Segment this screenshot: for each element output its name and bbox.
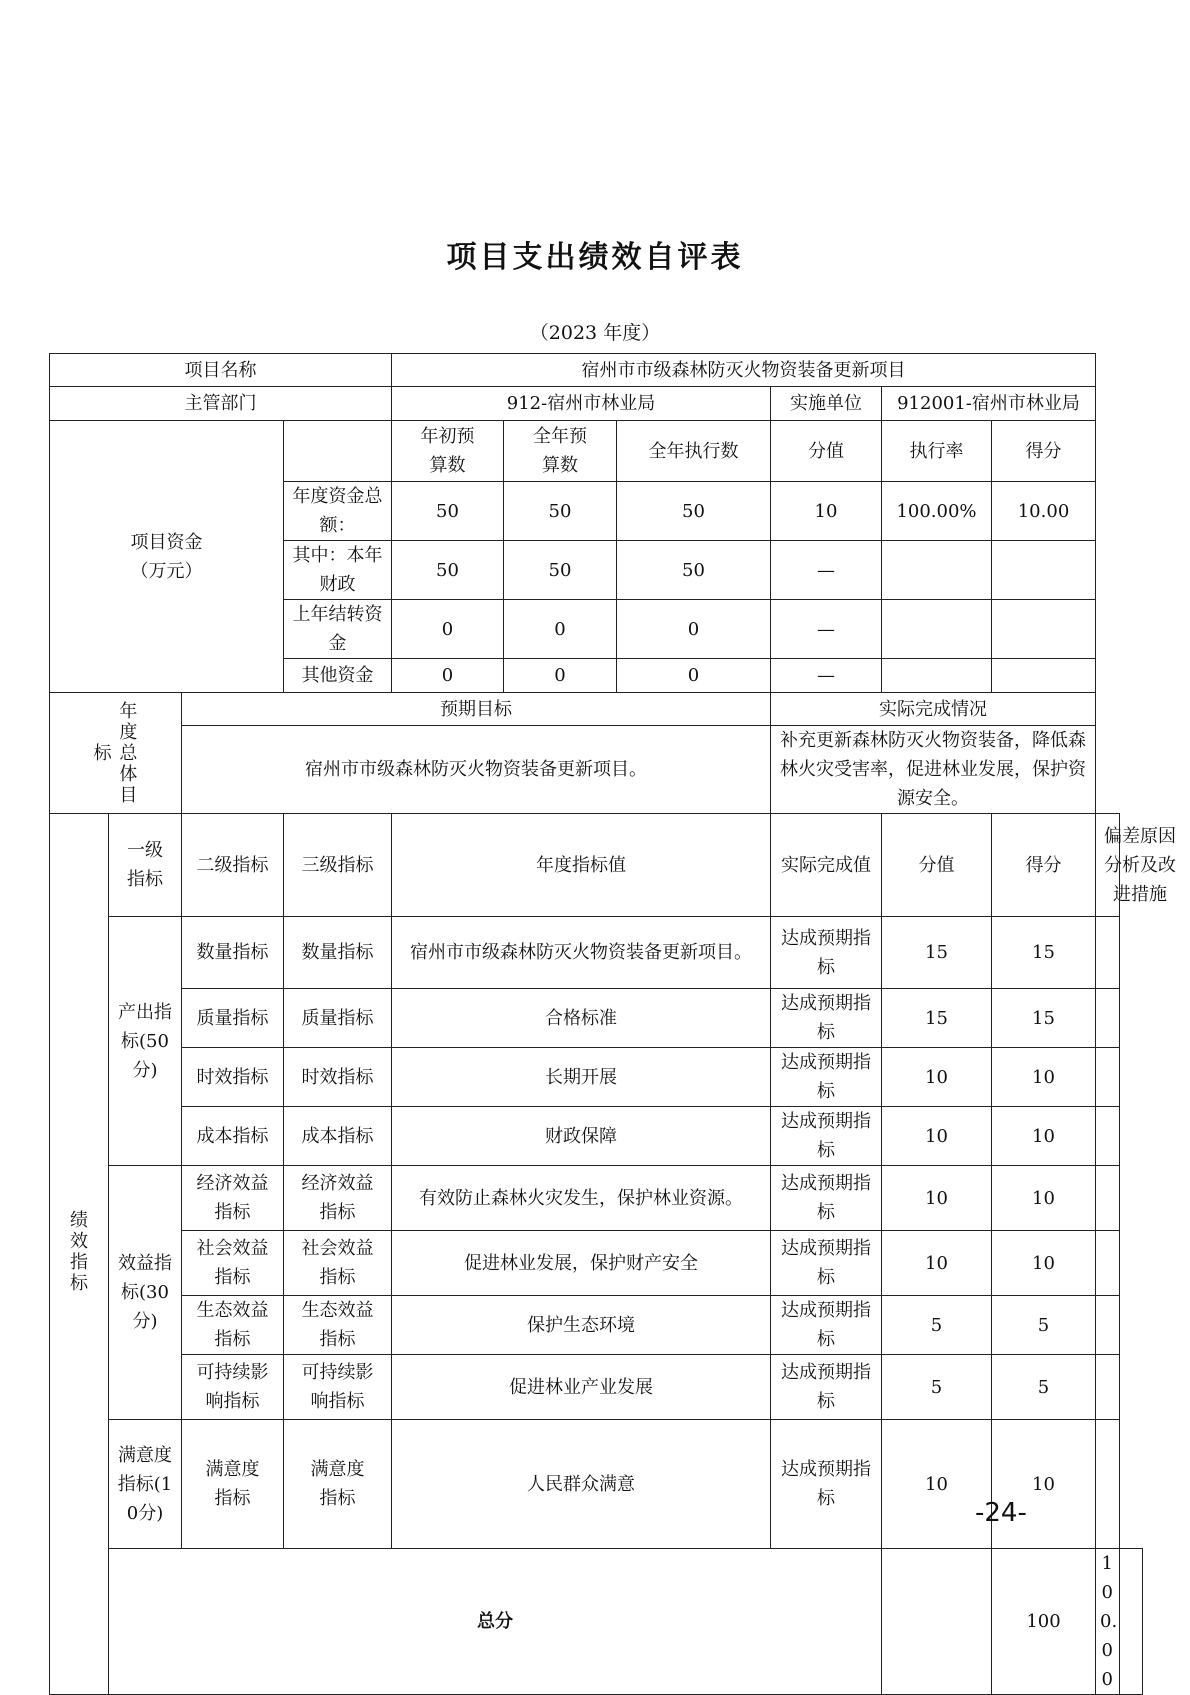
funds-row-label: 上年结转资金 <box>284 600 392 659</box>
indicator-actual: 达成预期指标 <box>771 1107 882 1166</box>
funds-row-rate: 100.00% <box>882 482 992 541</box>
funds-row-got <box>992 541 1096 600</box>
funds-row-annual: 50 <box>504 541 617 600</box>
indicator-actual: 达成预期指标 <box>771 1166 882 1231</box>
indicator-actual: 达成预期指标 <box>771 1355 882 1420</box>
indicator-score: 10 <box>882 1420 992 1549</box>
indicator-header-row <box>50 814 1143 917</box>
funds-row-score: — <box>771 541 882 600</box>
total-actual <box>882 1549 992 1695</box>
header-score: 分值 <box>882 814 992 917</box>
funds-header-executed: 全年执行数 <box>617 421 771 482</box>
group-label-output <box>109 917 182 1166</box>
dept-row <box>50 387 1143 421</box>
funds-row-initial: 50 <box>392 482 504 541</box>
indicator-l3: 成本指标 <box>284 1107 392 1166</box>
indicator-target: 财政保障 <box>392 1107 771 1166</box>
header-deviation <box>1096 814 1176 917</box>
funds-row-executed: 0 <box>617 600 771 659</box>
funds-row-label: 年度资金总额： <box>284 482 392 541</box>
indicator-target: 合格标准 <box>392 989 771 1048</box>
funds-row-rate <box>882 541 992 600</box>
header-l1-text: 一级指标 <box>127 840 163 890</box>
indicator-score: 10 <box>882 1231 992 1296</box>
indicator-got: 5 <box>992 1296 1096 1355</box>
indicator-deviation <box>1096 1420 1120 1549</box>
funds-header-annual-text: 全年预算数 <box>533 426 587 476</box>
indicator-l3: 时效指标 <box>284 1048 392 1107</box>
page-title: 项目支出绩效自评表 <box>446 240 744 275</box>
group-label-satisfaction <box>109 1420 182 1549</box>
indicator-l3: 质量指标 <box>284 989 392 1048</box>
indicators-side-label-text: 绩效指标 <box>69 1210 88 1294</box>
group-label-benefit <box>109 1166 182 1420</box>
indicator-deviation <box>1096 1355 1120 1420</box>
dept-label: 主管部门 <box>50 387 392 421</box>
goals-header-row <box>50 693 1143 726</box>
goals-content-row <box>50 726 1143 814</box>
funds-row-annual: 50 <box>504 482 617 541</box>
funds-row-score: — <box>771 600 882 659</box>
performance-table <box>49 353 1176 1695</box>
indicator-target: 长期开展 <box>392 1048 771 1107</box>
unit-value: 912001-宿州市林业局 <box>882 387 1096 421</box>
indicator-l3 <box>284 1231 392 1296</box>
funds-row-executed: 0 <box>617 659 771 693</box>
funds-row-rate <box>882 600 992 659</box>
indicator-actual: 达成预期指标 <box>771 989 882 1048</box>
indicator-l3-text: 经济效益指标 <box>301 1173 374 1223</box>
indicator-l3-text: 满意度指标 <box>310 1459 365 1509</box>
indicator-l2: 质量指标 <box>182 989 284 1048</box>
indicator-l3 <box>284 1166 392 1231</box>
indicator-got: 10 <box>992 1048 1096 1107</box>
indicator-got: 15 <box>992 917 1096 989</box>
goals-label <box>50 693 182 814</box>
indicator-row <box>50 1048 1143 1107</box>
indicator-got: 10 <box>992 1420 1096 1549</box>
indicator-row <box>50 917 1143 989</box>
expected-goal-header: 预期目标 <box>182 693 771 726</box>
project-name-value: 宿州市市级森林防灭火物资装备更新项目 <box>392 354 1096 387</box>
indicator-target: 促进林业产业发展 <box>392 1355 771 1420</box>
indicator-score: 10 <box>882 1048 992 1107</box>
indicator-score: 15 <box>882 917 992 989</box>
indicator-deviation <box>1096 1048 1120 1107</box>
indicator-actual: 达成预期指标 <box>771 1420 882 1549</box>
indicator-score: 5 <box>882 1296 992 1355</box>
indicator-row <box>50 1296 1143 1355</box>
indicator-score: 5 <box>882 1355 992 1420</box>
header-l2: 二级指标 <box>182 814 284 917</box>
indicator-score: 10 <box>882 1107 992 1166</box>
funds-header-rate: 执行率 <box>882 421 992 482</box>
funds-header-got: 得分 <box>992 421 1096 482</box>
indicator-got: 15 <box>992 989 1096 1048</box>
funds-header-annual <box>504 421 617 482</box>
indicator-row <box>50 1231 1143 1296</box>
indicator-l2 <box>182 1355 284 1420</box>
indicator-got: 10 <box>992 1166 1096 1231</box>
funds-row-got <box>992 600 1096 659</box>
funds-row-initial: 0 <box>392 600 504 659</box>
header-l1 <box>109 814 182 917</box>
funds-row-initial: 50 <box>392 541 504 600</box>
indicator-l2-text: 生态效益指标 <box>196 1300 269 1350</box>
funds-label <box>50 421 284 693</box>
indicator-l3 <box>284 1420 392 1549</box>
funds-row-executed: 50 <box>617 482 771 541</box>
indicator-l2-text: 可持续影响指标 <box>196 1362 269 1412</box>
total-score: 100 <box>992 1549 1096 1695</box>
header-l3: 三级指标 <box>284 814 392 917</box>
funds-row-got: 10.00 <box>992 482 1096 541</box>
indicator-score: 10 <box>882 1166 992 1231</box>
indicator-l2-text: 满意度指标 <box>205 1459 260 1509</box>
funds-row-annual: 0 <box>504 600 617 659</box>
indicator-row <box>50 1107 1143 1166</box>
indicator-l3: 数量指标 <box>284 917 392 989</box>
indicator-deviation <box>1096 989 1120 1048</box>
project-name-row <box>50 354 1143 387</box>
indicator-l2 <box>182 1296 284 1355</box>
goals-outer-label: 标 <box>93 742 112 764</box>
indicator-row <box>50 1355 1143 1420</box>
indicator-row <box>50 989 1143 1048</box>
indicator-row <box>50 1420 1143 1549</box>
group-label-satisfaction-text: 满意度指标(10分) <box>117 1444 173 1524</box>
indicator-target: 保护生态环境 <box>392 1296 771 1355</box>
indicator-score: 15 <box>882 989 992 1048</box>
indicator-actual: 达成预期指标 <box>771 1296 882 1355</box>
indicators-side-label <box>50 814 109 1695</box>
funds-row-executed: 50 <box>617 541 771 600</box>
funds-header-initial-text: 年初预算数 <box>420 426 475 476</box>
indicator-l3-text: 社会效益指标 <box>301 1238 374 1288</box>
funds-row-got <box>992 659 1096 693</box>
header-target: 年度指标值 <box>392 814 771 917</box>
expected-goal: 宿州市市级森林防灭火物资装备更新项目。 <box>182 726 771 814</box>
total-got: 100.00 <box>1096 1549 1120 1695</box>
indicator-l2 <box>182 1166 284 1231</box>
indicator-l3 <box>284 1355 392 1420</box>
indicator-l2 <box>182 1420 284 1549</box>
unit-label: 实施单位 <box>771 387 882 421</box>
header-actual: 实际完成值 <box>771 814 882 917</box>
indicator-l2-text: 社会效益指标 <box>196 1238 269 1288</box>
funds-header-row <box>50 421 1143 482</box>
funds-row-annual: 0 <box>504 659 617 693</box>
year-label: （2023 年度） <box>529 322 661 344</box>
indicator-target: 人民群众满意 <box>392 1420 771 1549</box>
indicator-target: 促进林业发展，保护财产安全 <box>392 1231 771 1296</box>
group-label-benefit-text: 效益指标(30分) <box>118 1253 172 1332</box>
indicator-got: 5 <box>992 1355 1096 1420</box>
indicator-got: 10 <box>992 1231 1096 1296</box>
funds-row-score: 10 <box>771 482 882 541</box>
header-got: 得分 <box>992 814 1096 917</box>
total-label: 总分 <box>109 1549 882 1695</box>
indicator-target: 有效防止森林火灾发生，保护林业资源。 <box>392 1166 771 1231</box>
indicator-l2: 数量指标 <box>182 917 284 989</box>
funds-row-label: 其他资金 <box>284 659 392 693</box>
indicator-actual: 达成预期指标 <box>771 1048 882 1107</box>
funds-row-rate <box>882 659 992 693</box>
indicator-actual: 达成预期指标 <box>771 1231 882 1296</box>
indicator-target: 宿州市市级森林防灭火物资装备更新项目。 <box>392 917 771 989</box>
actual-goal-header: 实际完成情况 <box>771 693 1096 726</box>
funds-row-initial: 0 <box>392 659 504 693</box>
funds-header-score: 分值 <box>771 421 882 482</box>
project-name-label: 项目名称 <box>50 354 392 387</box>
indicator-l3 <box>284 1296 392 1355</box>
indicator-l2: 成本指标 <box>182 1107 284 1166</box>
indicator-deviation <box>1096 1166 1120 1231</box>
total-row <box>50 1549 1143 1695</box>
header-deviation-text: 偏差原因分析及改进措施 <box>1104 825 1176 905</box>
indicator-l3-text: 生态效益指标 <box>301 1300 374 1350</box>
indicator-actual: 达成预期指标 <box>771 917 882 989</box>
goals-inner-label: 年度总体目 <box>119 700 138 806</box>
funds-row-score: — <box>771 659 882 693</box>
total-deviation <box>1119 1549 1143 1695</box>
indicator-got: 10 <box>992 1107 1096 1166</box>
funds-row-label: 其中：本年财政 <box>284 541 392 600</box>
indicator-l2 <box>182 1231 284 1296</box>
indicator-l2: 时效指标 <box>182 1048 284 1107</box>
actual-goal: 补充更新森林防灭火物资装备，降低森林火灾受害率，促进林业发展，保护资源安全。 <box>771 726 1096 814</box>
funds-label-text: 项目资金（万元） <box>130 531 203 582</box>
group-label-output-text: 产出指标(50分) <box>118 1001 172 1081</box>
indicator-l3-text: 可持续影响指标 <box>301 1362 374 1412</box>
funds-header-blank <box>284 421 392 482</box>
indicator-deviation <box>1096 1107 1120 1166</box>
indicator-deviation <box>1096 917 1120 989</box>
indicator-l2-text: 经济效益指标 <box>196 1173 269 1223</box>
dept-value: 912-宿州市林业局 <box>392 387 771 421</box>
indicator-deviation <box>1096 1231 1120 1296</box>
funds-header-initial <box>392 421 504 482</box>
page-number: -24- <box>975 1498 1027 1528</box>
indicator-deviation <box>1096 1296 1120 1355</box>
indicator-row <box>50 1166 1143 1231</box>
